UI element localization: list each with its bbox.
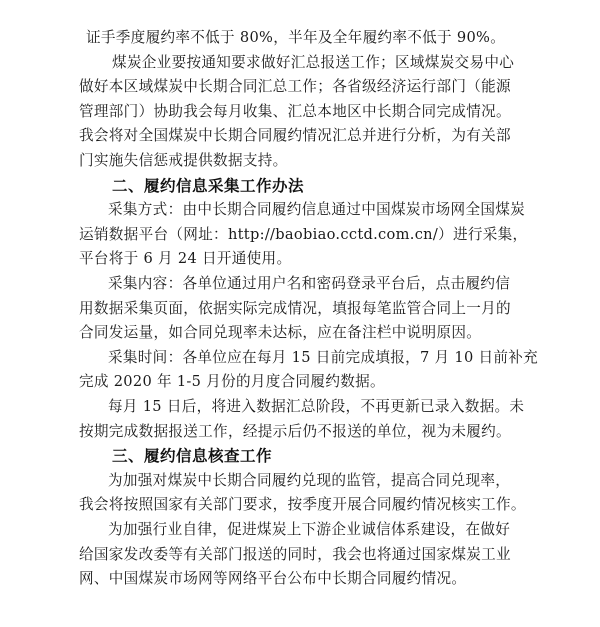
paragraph-report-line-4: 我会将对全国煤炭中长期合同履约情况汇总并进行分析，为有关部 [79, 127, 511, 145]
paragraph-integrity-line-3: 网、中国煤炭市场网等网络平台公布中长期合同履约情况。 [79, 570, 467, 588]
paragraph-content-line-1: 采集内容：各单位通过用户名和密码登录平台后，点击履约信 [108, 275, 511, 292]
paragraph-report-line-1: 煤炭企业要按通知要求做好汇总报送工作；区域煤炭交易中心 [112, 53, 515, 71]
paragraph-report-line-5: 门实施失信惩戒提供数据支持。 [79, 152, 288, 169]
paragraph-check-line-2: 我会将按照国家有关部门要求，按季度开展合同履约情况核实工作。 [79, 496, 526, 514]
paragraph-deadline-line-1: 每月 15 日后，将进入数据汇总阶段，不再更新已录入数据。未 [108, 398, 525, 415]
paragraph-method-line-2: 运销数据平台（网址：http://baobiao.cctd.com.cn/）进行采集， [79, 225, 528, 243]
paragraph-content-line-2: 用数据采集页面，依据实际完成情况，填报每笔监管合同上一月的 [79, 299, 511, 317]
section-heading-collection: 二、履约信息采集工作办法 [112, 176, 305, 195]
paragraph-integrity-line-1: 为加强行业自律，促进煤炭上下游企业诚信体系建设，在做好 [108, 521, 511, 538]
paragraph-content-line-3: 合同发运量，如合同兑现率未达标，应在备注栏中说明原因。 [79, 324, 482, 342]
paragraph-method-line-1: 采集方式：由中长期合同履约信息通过中国煤炭市场网全国煤炭 [108, 201, 526, 219]
paragraph-goal-line-1: 证手季度履约率不低于 80%，半年及全年履约率不低于 90%。 [86, 29, 506, 46]
section-heading-verification: 三、履约信息核查工作 [112, 447, 273, 466]
paragraph-integrity-line-2: 给国家发改委等有关部门报送的同时，我会也将通过国家煤炭工业 [79, 545, 511, 563]
paragraph-method-line-3: 平台将于 6 月 24 日开通使用。 [79, 250, 292, 268]
paragraph-time-line-1: 采集时间：各单位应在每月 15 日前完成填报，7 月 10 日前补充 [108, 348, 539, 366]
paragraph-report-line-3: 管理部门）协助我会每月收集、汇总本地区中长期合同完成情况。 [79, 102, 511, 120]
paragraph-report-line-2: 做好本区域煤炭中长期合同汇总工作；各省级经济运行部门（能源 [79, 78, 511, 96]
paragraph-check-line-1: 为加强对煤炭中长期合同履约兑现的监管，提高合同兑现率， [108, 471, 511, 489]
paragraph-time-line-2: 完成 2020 年 1-5 月份的月度合同履约数据。 [79, 373, 385, 391]
paragraph-deadline-line-2: 按期完成数据报送工作，经提示后仍不报送的单位，视为未履约。 [79, 422, 511, 440]
